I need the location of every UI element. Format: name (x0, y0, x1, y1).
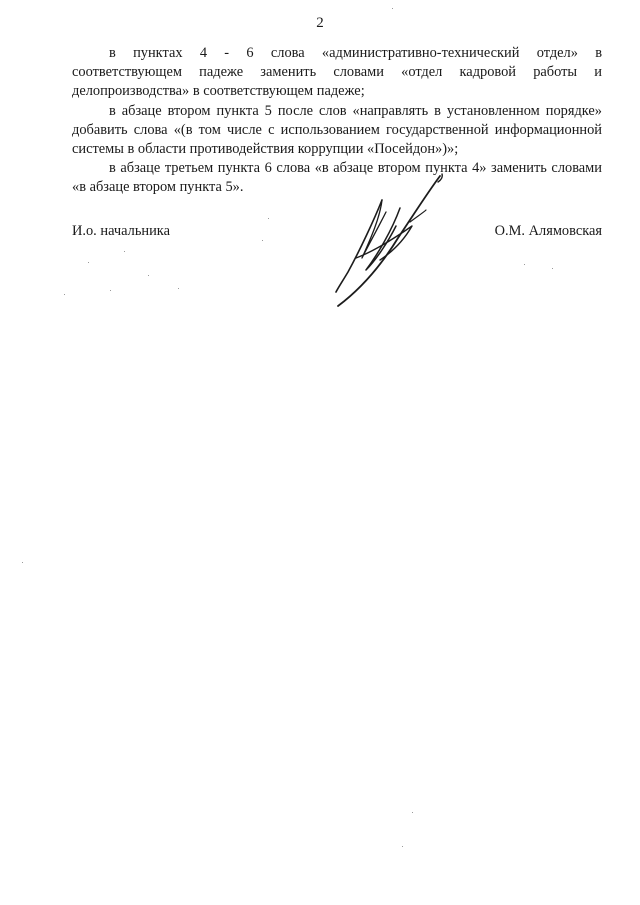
signatory-position: И.о. начальника (72, 223, 170, 239)
scan-speck (22, 562, 23, 563)
scan-speck (110, 290, 111, 291)
scan-speck (392, 8, 393, 9)
scan-speck (268, 218, 269, 219)
scan-speck (402, 846, 403, 847)
page-number: 2 (316, 15, 324, 31)
handwritten-signature (322, 168, 462, 314)
scan-speck (552, 268, 553, 269)
scan-speck (64, 294, 65, 295)
paragraph-3: в абзаце третьем пункта 6 слова «в абзаце втором пункта 4» заменить словами «в абзаце втором пункта 5». (72, 160, 602, 196)
scan-speck (124, 251, 125, 252)
scan-speck (88, 262, 89, 263)
scan-speck (412, 812, 413, 813)
scan-speck (148, 275, 149, 276)
signatory-name: О.М. Алямовская (494, 223, 602, 239)
scan-speck (524, 264, 525, 265)
scan-speck (262, 240, 263, 241)
scan-speck (178, 288, 179, 289)
paragraph-2: в абзаце втором пункта 5 после слов «направлять в установленном порядке» добавить слова «(в том числе с использованием государственной информационной системы в области противодействия коррупции «Посейдон»)»; (72, 102, 602, 158)
paragraph-1: в пунктах 4 - 6 слова «административно-технический отдел» в соответствующем падеже заменить словами «отдел кадровой работы и делопроизводства» в соответствующем падеже; (72, 45, 602, 100)
